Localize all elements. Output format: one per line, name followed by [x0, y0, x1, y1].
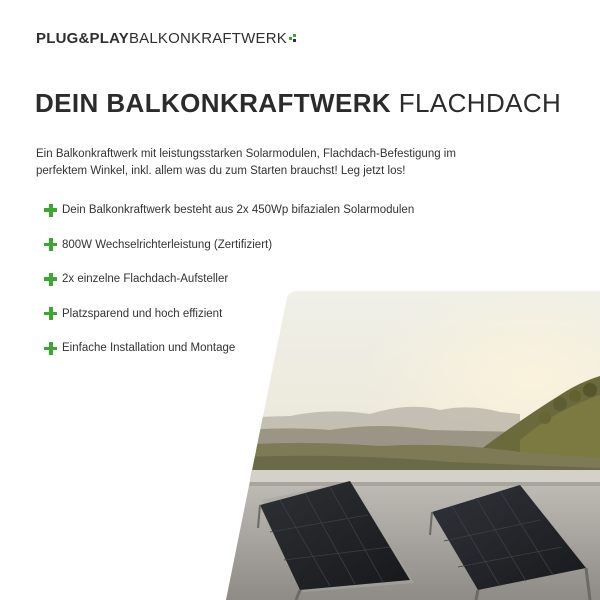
feature-text: Platzsparend und hoch effizient	[62, 307, 223, 320]
feature-text: 2x einzelne Flachdach-Aufsteller	[62, 273, 229, 286]
feature-text: 800W Wechselrichterleistung (Zertifiziert)	[62, 238, 273, 251]
feature-text: Dein Balkonkraftwerk besteht aus 2x 450Wp bifazialen Solarmodulen	[62, 204, 415, 216]
intro-text: Ein Balkonkraftwerk mit leistungsstarken Solarmodulen, Flachdach-Befestigung im perfektem Winkel, inkl. allem was du zum Starten brauchst! Leg jetzt los!	[36, 147, 456, 177]
page-title-bold: DEIN BALKONKRAFTWERK	[35, 88, 392, 118]
brand-name-bold: PLUG&PLAY	[36, 30, 129, 47]
feature-text: Einfache Installation und Montage	[62, 342, 236, 355]
page-title-light: FLACHDACH	[398, 88, 562, 118]
brand-name-light: BALKONKRAFTWERK	[128, 30, 287, 47]
